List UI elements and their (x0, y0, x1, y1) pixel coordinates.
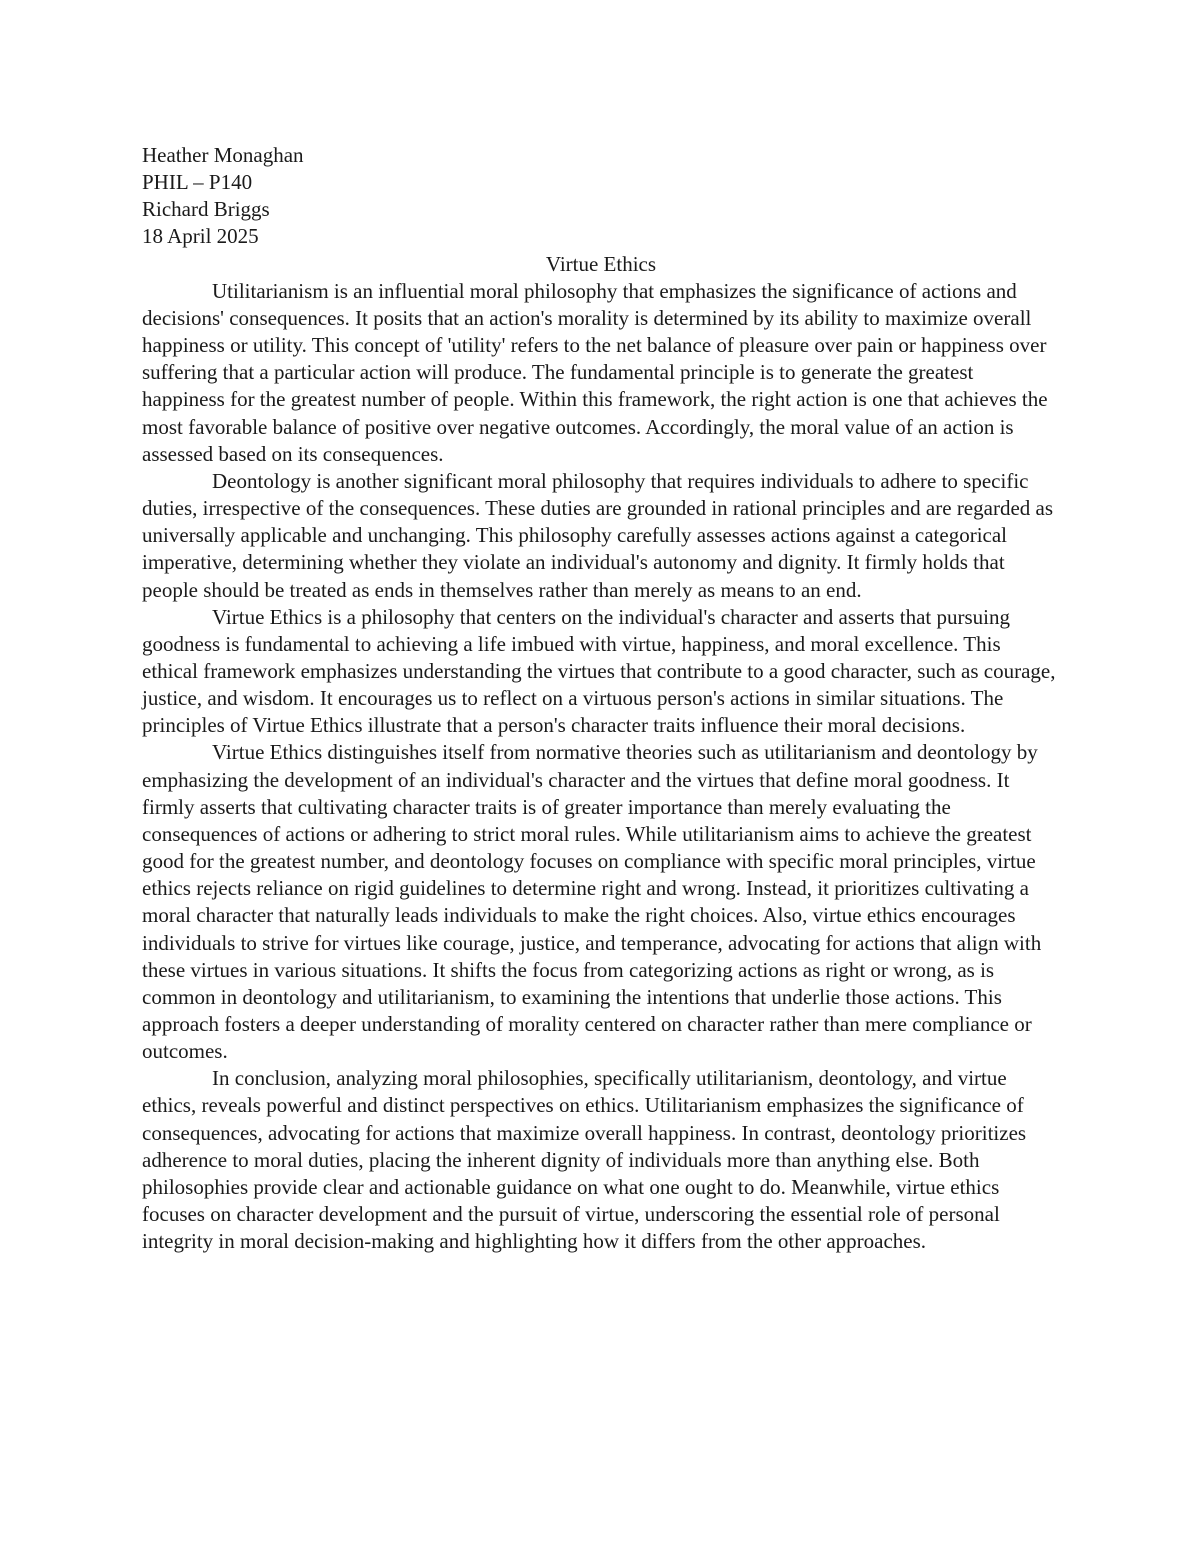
essay-title: Virtue Ethics (545, 251, 657, 276)
paragraph-utilitarianism: Utilitarianism is an influential moral philosophy that emphasizes the significance of actions and decisions' consequences. It posits that an action's morality is determined by its ability to maximize overall happiness or utility. This concept of 'utility' refers to the net balance of pleasure over pain or happiness over suffering that a particular action will produce. The fundamental principle is to generate the greatest happiness for the greatest number of people. Within this framework, the right action is one that achieves the most favorable balance of positive over negative outcomes. Accordingly, the moral value of an action is assessed based on its consequences. (142, 278, 1048, 466)
instructor-name: Richard Briggs (142, 197, 270, 222)
paragraph-virtue-ethics: Virtue Ethics is a philosophy that centers on the individual's character and asserts that pursuing goodness is fundamental to achieving a life imbued with virtue, happiness, and moral excellence. This ethical framework emphasizes understanding the virtues that contribute to a good character, such as courage, justice, and wisdom. It encourages us to reflect on a virtuous person's actions in similar situations. The principles of Virtue Ethics illustrate that a person's character traits influence their moral decisions. (142, 604, 1056, 738)
paragraph-comparison: Virtue Ethics distinguishes itself from normative theories such as utilitarianism and deontology by emphasizing the development of an individual's character and the virtues that define moral goodness. It firmly asserts that cultivating character traits is of greater importance than merely evaluating the consequences of actions or adhering to strict moral rules. While utilitarianism aims to achieve the greatest good for the greatest number, and deontology focuses on compliance with specific moral principles, virtue ethics rejects reliance on rigid guidelines to determine right and wrong. Instead, it prioritizes cultivating a moral character that naturally leads individuals to make the right choices. Also, virtue ethics encourages individuals to strive for virtues like courage, justice, and temperance, advocating for actions that align with these virtues in various situations. It shifts the focus from categorizing actions as right or wrong, as is common in deontology and utilitarianism, to examining the intentions that underlie those actions. This approach fosters a deeper understanding of morality centered on character rather than mere compliance or outcomes. (142, 740, 1042, 1064)
paragraph-conclusion: In conclusion, analyzing moral philosophies, specifically utilitarianism, deontology, and virtue ethics, reveals powerful and distinct perspectives on ethics. Utilitarianism emphasizes the significance of consequences, advocating for actions that maximize overall happiness. In contrast, deontology prioritizes adherence to moral duties, placing the inherent dignity of individuals more than anything else. Both philosophies provide clear and actionable guidance on what one ought to do. Meanwhile, virtue ethics focuses on character development and the pursuit of virtue, underscoring the essential role of personal integrity in moral decision-making and highlighting how it differs from the other approaches. (142, 1066, 1027, 1254)
course-code: PHIL – P140 (142, 170, 253, 195)
paragraph-deontology: Deontology is another significant moral philosophy that requires individuals to adhere to specific duties, irrespective of the consequences. These duties are grounded in rational principles and are regarded as universally applicable and unchanging. This philosophy carefully assesses actions against a categorical imperative, determining whether they violate an individual's autonomy and dignity. It firmly holds that people should be treated as ends in themselves rather than merely as means to an end. (142, 468, 1054, 602)
author-name: Heather Monaghan (142, 143, 304, 167)
essay-date: 18 April 2025 (142, 224, 259, 249)
essay-body (142, 142, 1060, 1255)
